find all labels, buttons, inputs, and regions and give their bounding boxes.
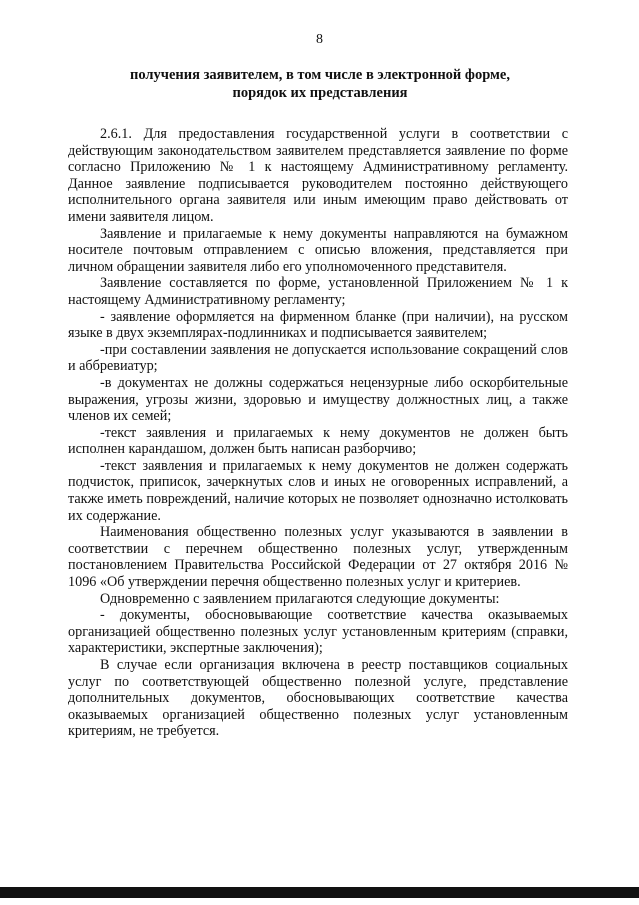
list-item-letterhead: - заявление оформляется на фирменном бланке (при наличии), на русском языке в двух экземплярах-подлинниках и подписывается заявителем;	[68, 308, 568, 342]
list-item-no-corrections: -текст заявления и прилагаемых к нему документов не должен содержать подчисток, приписок, зачеркнутых слов и иных не оговоренных исправлений, а также иметь повреждений, наличие которых не позволяет однозначно истолковать их содержание.	[68, 457, 568, 524]
paragraph-attached-documents: Одновременно с заявлением прилагаются следующие документы:	[100, 590, 500, 607]
section-heading	[60, 66, 580, 102]
paragraph-2-6-1: 2.6.1. Для предоставления государственной услуги в соответствии с действующим законодательством заявителем представляется заявление по форме согласно Приложению № 1 к настоящему Административному регламенту. Данное заявление подписывается руководителем постоянно действующего исполнительного органа заявителя или иным имеющим право действовать от имени заявителя лицом.	[68, 126, 568, 225]
paragraph-submission-method: Заявление и прилагаемые к нему документы направляются на бумажном носителе почтовым отправлением с описью вложения, представляется при личном обращении заявителя либо его уполномоченного представителя.	[68, 225, 568, 275]
paragraph-service-names: Наименования общественно полезных услуг указываются в заявлении в соответствии с перечнем общественно полезных услуг, утвержденным постановлением Правительства Российской Федерации от 27 октября 2016 № 1096 «Об утверждении перечня общественно полезных услуг и критериев.	[68, 524, 568, 591]
page-number: 8	[316, 32, 323, 47]
list-item-quality-documents: - документы, обосновывающие соответствие качества оказываемых организацией общественно полезных услуг установленным критериям (справки, характеристики, экспертные заключения);	[68, 607, 568, 657]
list-item-no-offensive-language: -в документах не должны содержаться нецензурные либо оскорбительные выражения, угрозы жизни, здоровью и имуществу должностных лиц, а также членов их семей;	[68, 374, 568, 425]
list-item-no-pencil: -текст заявления и прилагаемых к нему документов не должен быть исполнен карандашом, должен быть написан разборчиво;	[68, 424, 568, 458]
page-bottom-border	[0, 887, 639, 898]
list-item-no-abbreviations: -при составлении заявления не допускается использование сокращений слов и аббревиатур;	[68, 341, 568, 375]
document-body	[68, 126, 568, 740]
paragraph-form-requirement: Заявление составляется по форме, установленной Приложением № 1 к настоящему Административному регламенту;	[68, 275, 568, 308]
paragraph-registry-exception: В случае если организация включена в реестр поставщиков социальных услуг по соответствующей общественно полезной услуге, представление дополнительных документов, обосновывающих соответствие качества оказываемых организацией общественно полезных услуг установленным критериям, не требуется.	[68, 657, 568, 740]
section-heading-line-1: получения заявителем, в том числе в электронной форме,	[130, 67, 510, 83]
section-heading-line-2: порядок их представления	[232, 85, 408, 101]
